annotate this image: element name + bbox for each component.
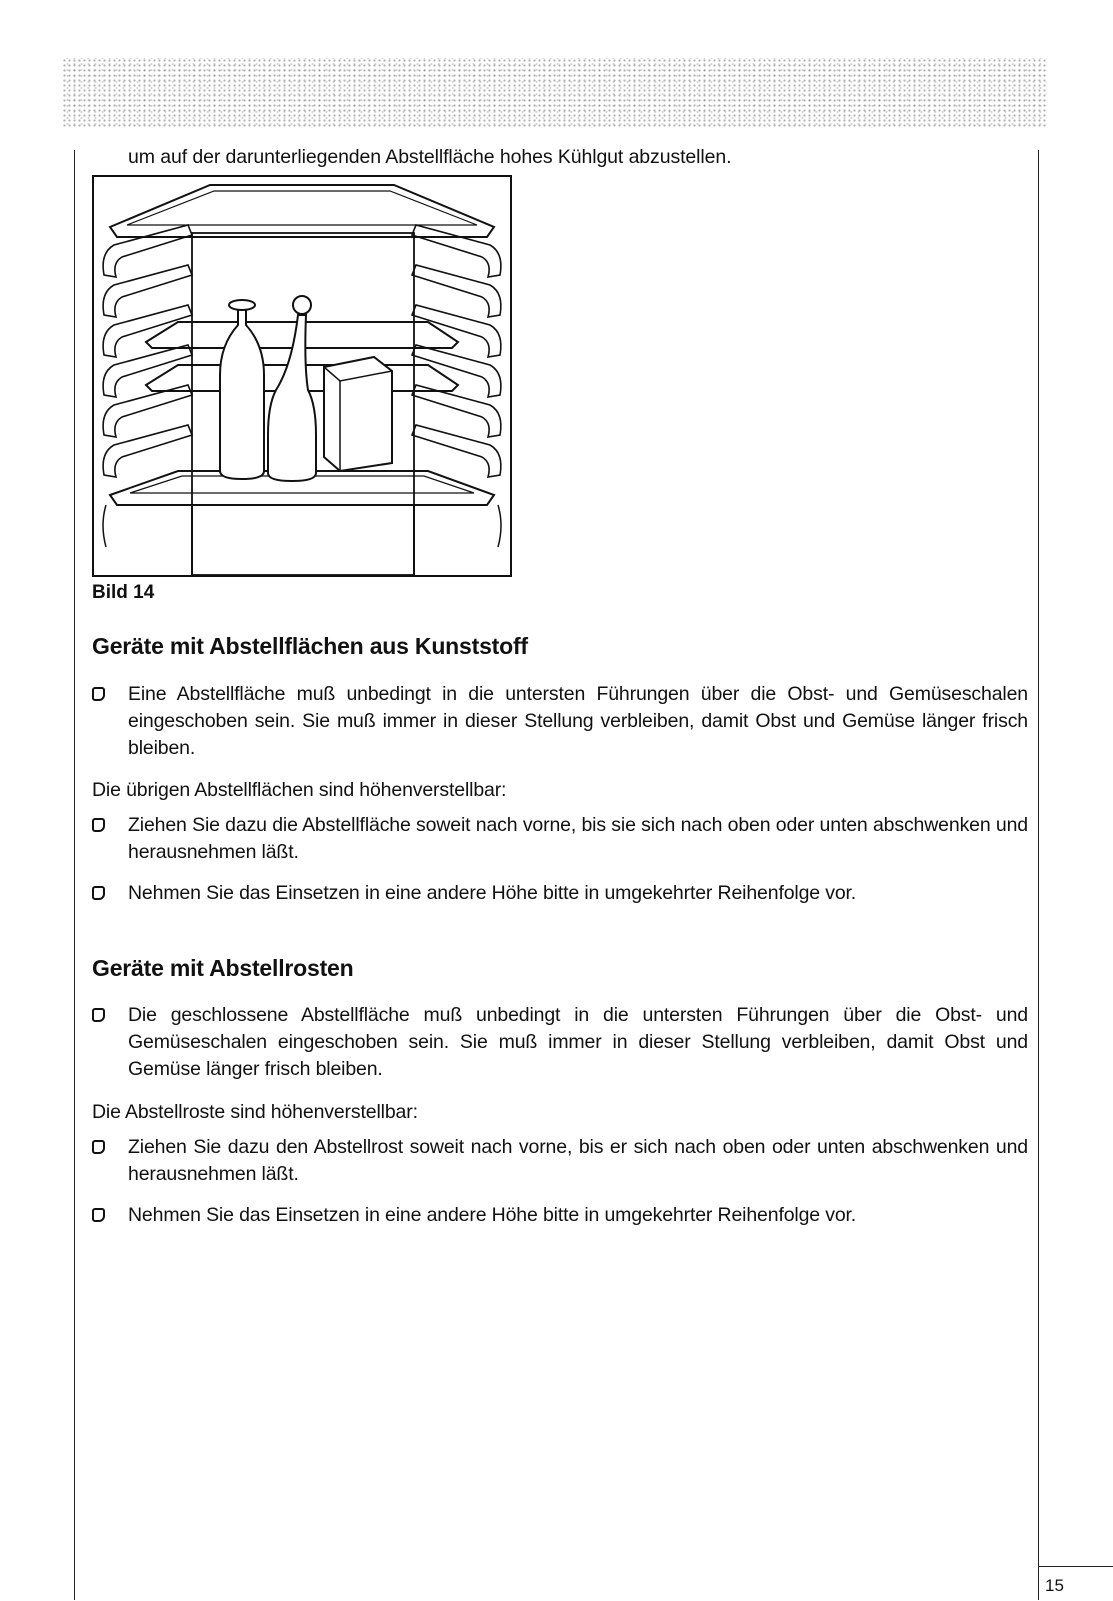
page-number: 15 bbox=[1045, 1576, 1064, 1595]
section-heading-abstellroste: Geräte mit Abstellrosten bbox=[92, 955, 354, 981]
right-margin-rule bbox=[1038, 150, 1039, 1600]
paragraph: Die übrigen Abstellflächen sind höhenverstellbar: bbox=[92, 779, 507, 801]
paragraph: Die Abstellroste sind höhenverstellbar: bbox=[92, 1101, 418, 1123]
list-item: Ziehen Sie dazu die Abstellfläche soweit nach vorne, bis sie sich nach oben oder unten abschwenken und herausnehmen läßt. bbox=[92, 812, 1028, 866]
list-item: Nehmen Sie das Einsetzen in eine andere Höhe bitte in umgekehrter Reihenfolge vor. bbox=[92, 880, 1028, 907]
section-heading-kunststoff: Geräte mit Abstellflächen aus Kunststoff bbox=[92, 633, 528, 659]
checkbox-bullet-icon bbox=[92, 1008, 105, 1022]
checkbox-bullet-icon bbox=[92, 1208, 105, 1222]
fridge-shelves-illustration bbox=[92, 175, 520, 577]
list-item: Eine Abstellfläche muß unbedingt in die untersten Führungen über die Obst- und Gemüseschalen eingeschoben sein. Sie muß immer in dieser Stellung verbleiben, damit Obst und Gemüse länger frisch bleiben. bbox=[92, 681, 1028, 762]
figure-caption: Bild 14 bbox=[92, 582, 155, 603]
list-item: Die geschlossene Abstellfläche muß unbedingt in die untersten Führungen über die Obst- und Gemüseschalen eingeschoben sein. Sie muß immer in dieser Stellung verbleiben, damit Obst und Gemüse länger frisch bleiben. bbox=[92, 1002, 1028, 1083]
checkbox-bullet-icon bbox=[92, 687, 105, 701]
left-margin-rule bbox=[74, 150, 75, 1600]
checkbox-bullet-icon bbox=[92, 886, 105, 900]
intro-line: um auf der darunterliegenden Abstellfläche hohes Kühlgut abzustellen. bbox=[128, 146, 732, 168]
list-item: Ziehen Sie dazu den Abstellrost soweit nach vorne, bis er sich nach oben oder unten abschwenken und herausnehmen läßt. bbox=[92, 1134, 1028, 1188]
list-item: Nehmen Sie das Einsetzen in eine andere Höhe bitte in umgekehrter Reihenfolge vor. bbox=[92, 1202, 1028, 1229]
header-halftone-band bbox=[62, 58, 1047, 128]
checkbox-bullet-icon bbox=[92, 1140, 105, 1154]
checkbox-bullet-icon bbox=[92, 818, 105, 832]
